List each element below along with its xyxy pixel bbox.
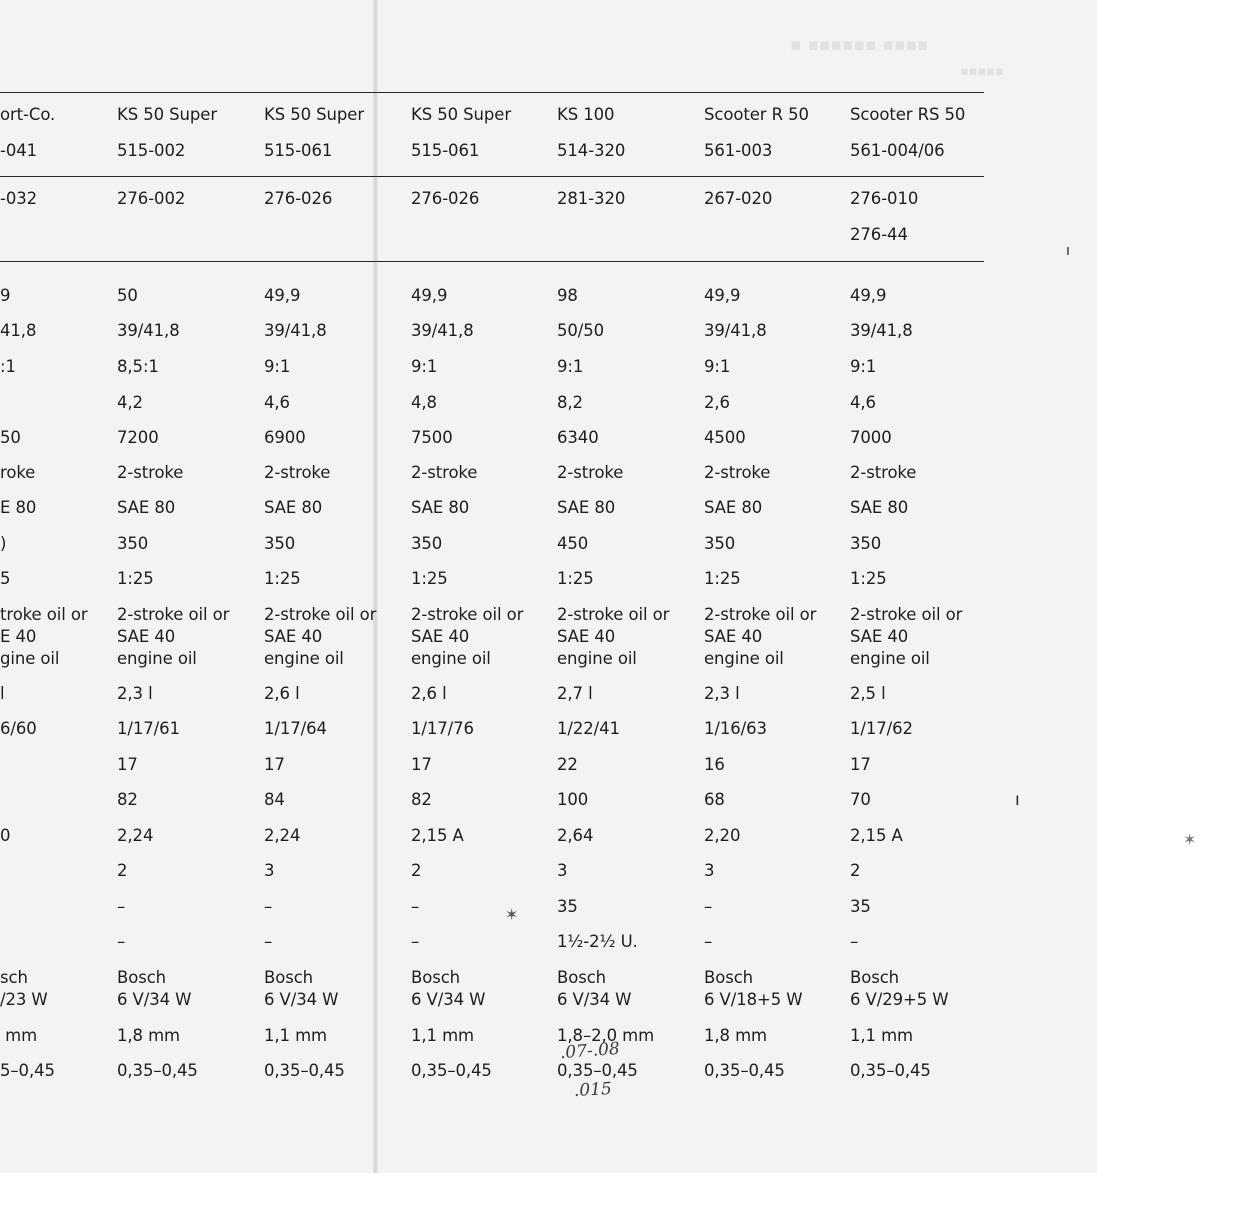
spec-value: – — [117, 897, 126, 916]
spec-value: 2-stroke — [411, 463, 478, 482]
spec-value: 9:1 — [264, 357, 291, 376]
spec-value: 17 — [411, 755, 432, 774]
table-top-rule — [0, 92, 984, 93]
spec-value: 350 — [117, 534, 149, 553]
spec-value: 50 — [117, 286, 138, 305]
spec-value: 84 — [264, 790, 285, 809]
spec-value: 39/41,8 — [264, 321, 327, 340]
spec-value: 98 — [557, 286, 578, 305]
spec-value: 2-stroke — [117, 463, 184, 482]
engine-number: 276-002 — [117, 189, 186, 208]
spec-value: 2-stroke oil or SAE 40 engine oil — [557, 605, 670, 668]
spec-value: 350 — [704, 534, 736, 553]
spec-value: 100 — [557, 790, 589, 809]
spec-value: 1:25 — [704, 569, 741, 588]
spec-value: 7500 — [411, 428, 453, 447]
spec-value: 1/16/63 — [704, 719, 767, 738]
spec-value: 2-stroke oil or SAE 40 engine oil — [117, 605, 230, 668]
spec-value: SAE 80 — [264, 498, 323, 517]
engine-number: 276-026 — [264, 189, 333, 208]
spec-value: 82 — [411, 790, 432, 809]
model-name: KS 50 Super — [264, 105, 365, 124]
spec-value: – — [704, 932, 713, 951]
part-number: 561-003 — [704, 141, 773, 160]
spec-value: 49,9 — [411, 286, 448, 305]
part-number: 515-061 — [264, 141, 333, 160]
spec-value: Bosch 6 V/34 W — [411, 968, 486, 1009]
part-number: -041 — [0, 141, 38, 160]
spec-value: 0,35–0,45 — [850, 1061, 931, 1080]
spec-value: 0,35–0,45 — [411, 1061, 492, 1080]
spec-value: 39/41,8 — [704, 321, 767, 340]
spec-value: 2 — [850, 861, 861, 880]
spec-value: 0,35–0,45 — [704, 1061, 785, 1080]
spec-value: 9:1 — [704, 357, 731, 376]
part-number: 514-320 — [557, 141, 626, 160]
spec-value: 3 — [557, 861, 568, 880]
spec-value: 2,6 l — [411, 684, 447, 703]
engine-number: 267-020 — [704, 189, 773, 208]
spec-value: – — [411, 897, 420, 916]
spec-value: 8,5:1 — [117, 357, 159, 376]
spec-value: 6900 — [264, 428, 306, 447]
spec-value: 39/41,8 — [411, 321, 474, 340]
model-name: KS 100 — [557, 105, 615, 124]
spec-value: :1 — [0, 357, 16, 376]
spec-value: 350 — [264, 534, 296, 553]
bleed-through-text: ▪▪▪▪▪ — [960, 64, 1005, 79]
spec-value: 2-stroke — [264, 463, 331, 482]
spec-value: 1:25 — [411, 569, 448, 588]
spec-value: 2,6 l — [264, 684, 300, 703]
spec-value: – — [264, 897, 273, 916]
spec-value: sch /23 W — [0, 968, 48, 1009]
spec-value: 4500 — [704, 428, 746, 447]
engine-number: 276-010 — [850, 189, 919, 208]
spec-value: 2,3 l — [117, 684, 153, 703]
spec-value: 0,35–0,45 — [117, 1061, 198, 1080]
spec-value: Bosch 6 V/34 W — [264, 968, 339, 1009]
spec-value: 5–0,45 — [0, 1061, 55, 1080]
spec-value: 9:1 — [411, 357, 438, 376]
spec-value: 1/22/41 — [557, 719, 620, 738]
engine-number: 276-026 — [411, 189, 480, 208]
spec-value: – — [117, 932, 126, 951]
spec-value: 1,8 mm — [117, 1026, 181, 1045]
spec-value: 2-stroke oil or SAE 40 engine oil — [264, 605, 377, 668]
spec-value: 2-stroke oil or SAE 40 engine oil — [411, 605, 524, 668]
spec-value: 4,6 — [264, 393, 290, 412]
spec-value: roke — [0, 463, 36, 482]
spec-value: – — [411, 932, 420, 951]
spec-value: 22 — [557, 755, 578, 774]
spec-value: 4,6 — [850, 393, 876, 412]
scan-speck: ı — [1015, 790, 1020, 810]
spec-value: Bosch 6 V/34 W — [117, 968, 192, 1009]
spec-value: 1:25 — [557, 569, 594, 588]
spec-value: 1,1 mm — [411, 1026, 475, 1045]
scan-speck: ✶ — [505, 905, 519, 924]
spec-value: 49,9 — [850, 286, 887, 305]
bleed-through-text: ▪ ▪▪▪▪▪▪ ▪▪▪▪ — [790, 35, 929, 55]
spec-value: 2-stroke oil or SAE 40 engine oil — [850, 605, 963, 668]
spec-value: 68 — [704, 790, 725, 809]
spec-value: 39/41,8 — [117, 321, 180, 340]
spec-value: – — [850, 932, 859, 951]
spec-value: mm — [0, 1026, 38, 1045]
spec-value: 50 — [0, 428, 21, 447]
spec-value: 35 — [850, 897, 871, 916]
spec-value: 2,15 A — [411, 826, 464, 845]
spec-value: 17 — [850, 755, 871, 774]
model-name: KS 50 Super — [411, 105, 512, 124]
spec-value: 50/50 — [557, 321, 605, 340]
spec-value: 2,6 — [704, 393, 730, 412]
spec-value: 4,2 — [117, 393, 143, 412]
part-number: 561-004/06 — [850, 141, 945, 160]
spec-value: 4,8 — [411, 393, 437, 412]
spec-value: 2,5 l — [850, 684, 886, 703]
spec-value: 1,8–2,0 mm — [557, 1026, 655, 1045]
spec-value: 350 — [411, 534, 443, 553]
spec-value: 3 — [704, 861, 715, 880]
spec-value: 2-stroke — [850, 463, 917, 482]
part-number: 515-061 — [411, 141, 480, 160]
spec-value: 2,15 A — [850, 826, 903, 845]
spec-value: – — [264, 932, 273, 951]
spec-value: 17 — [264, 755, 285, 774]
spec-value: ) — [0, 534, 7, 553]
spec-value: 2,7 l — [557, 684, 593, 703]
engine-number-alt: 276-44 — [850, 225, 908, 244]
spec-value: 1/17/76 — [411, 719, 474, 738]
spec-value: 2,20 — [704, 826, 741, 845]
handwritten-note: .015 — [573, 1079, 613, 1101]
part-number: 515-002 — [117, 141, 186, 160]
spec-value: SAE 80 — [850, 498, 909, 517]
spec-value: 0,35–0,45 — [264, 1061, 345, 1080]
spec-value: 7000 — [850, 428, 892, 447]
spec-value: 39/41,8 — [850, 321, 913, 340]
spec-value: E 80 — [0, 498, 37, 517]
spec-value: 1:25 — [264, 569, 301, 588]
spec-value: SAE 80 — [117, 498, 176, 517]
spec-value: 1/17/61 — [117, 719, 180, 738]
spec-value: Bosch 6 V/18+5 W — [704, 968, 803, 1009]
model-name: Scooter RS 50 — [850, 105, 966, 124]
spec-value: 17 — [117, 755, 138, 774]
spec-value: 1,1 mm — [850, 1026, 914, 1045]
spec-value: 5 — [0, 569, 11, 588]
spec-value: 1½-2½ U. — [557, 932, 638, 951]
model-name: ort-Co. — [0, 105, 56, 124]
spec-value: 9:1 — [557, 357, 584, 376]
spec-value: 1:25 — [850, 569, 887, 588]
spec-value: 1/17/62 — [850, 719, 913, 738]
spec-value: 0,35–0,45 — [557, 1061, 638, 1080]
engine-number: 281-320 — [557, 189, 626, 208]
spec-value: 82 — [117, 790, 138, 809]
spec-value: 70 — [850, 790, 871, 809]
spec-value: 1/17/64 — [264, 719, 327, 738]
spec-value: 2,24 — [264, 826, 301, 845]
spec-value: 2-stroke — [557, 463, 624, 482]
spec-value: 2,64 — [557, 826, 594, 845]
scan-speck: ı — [1066, 243, 1070, 259]
spec-value: Bosch 6 V/34 W — [557, 968, 632, 1009]
spec-value: l — [0, 684, 5, 703]
spec-value: 2,24 — [117, 826, 154, 845]
spec-value: 2 — [411, 861, 422, 880]
spec-value: 450 — [557, 534, 589, 553]
spec-value: Bosch 6 V/29+5 W — [850, 968, 949, 1009]
scan-speck: ✶ — [1183, 830, 1197, 849]
spec-value: 9:1 — [850, 357, 877, 376]
spec-value: SAE 80 — [411, 498, 470, 517]
spec-value: 49,9 — [264, 286, 301, 305]
engine-number: -032 — [0, 189, 38, 208]
spec-value: 7200 — [117, 428, 159, 447]
spec-value: 2-stroke oil or SAE 40 engine oil — [704, 605, 817, 668]
spec-value: SAE 80 — [704, 498, 763, 517]
spec-value: 1:25 — [117, 569, 154, 588]
spec-value: 6340 — [557, 428, 599, 447]
spec-value: 9 — [0, 286, 11, 305]
spec-value: troke oil or E 40 gine oil — [0, 605, 88, 668]
model-name: Scooter R 50 — [704, 105, 809, 124]
spec-value: 3 — [264, 861, 275, 880]
spec-value: 2 — [117, 861, 128, 880]
spec-value: 49,9 — [704, 286, 741, 305]
spec-value: 16 — [704, 755, 725, 774]
table-header-rule — [0, 176, 984, 177]
table-body-rule — [0, 261, 984, 262]
spec-value: 6/60 — [0, 719, 37, 738]
spec-value: 2,3 l — [704, 684, 740, 703]
spec-value: 350 — [850, 534, 882, 553]
handwritten-note: .07-.08 — [559, 1038, 621, 1064]
spec-value: 0 — [0, 826, 11, 845]
spec-value: 1,8 mm — [704, 1026, 768, 1045]
spec-value: SAE 80 — [557, 498, 616, 517]
spec-value: 35 — [557, 897, 578, 916]
spec-value: 1,1 mm — [264, 1026, 328, 1045]
spec-value: 8,2 — [557, 393, 583, 412]
spec-value: 41,8 — [0, 321, 37, 340]
spec-value: 2-stroke — [704, 463, 771, 482]
spec-value: – — [704, 897, 713, 916]
model-name: KS 50 Super — [117, 105, 218, 124]
